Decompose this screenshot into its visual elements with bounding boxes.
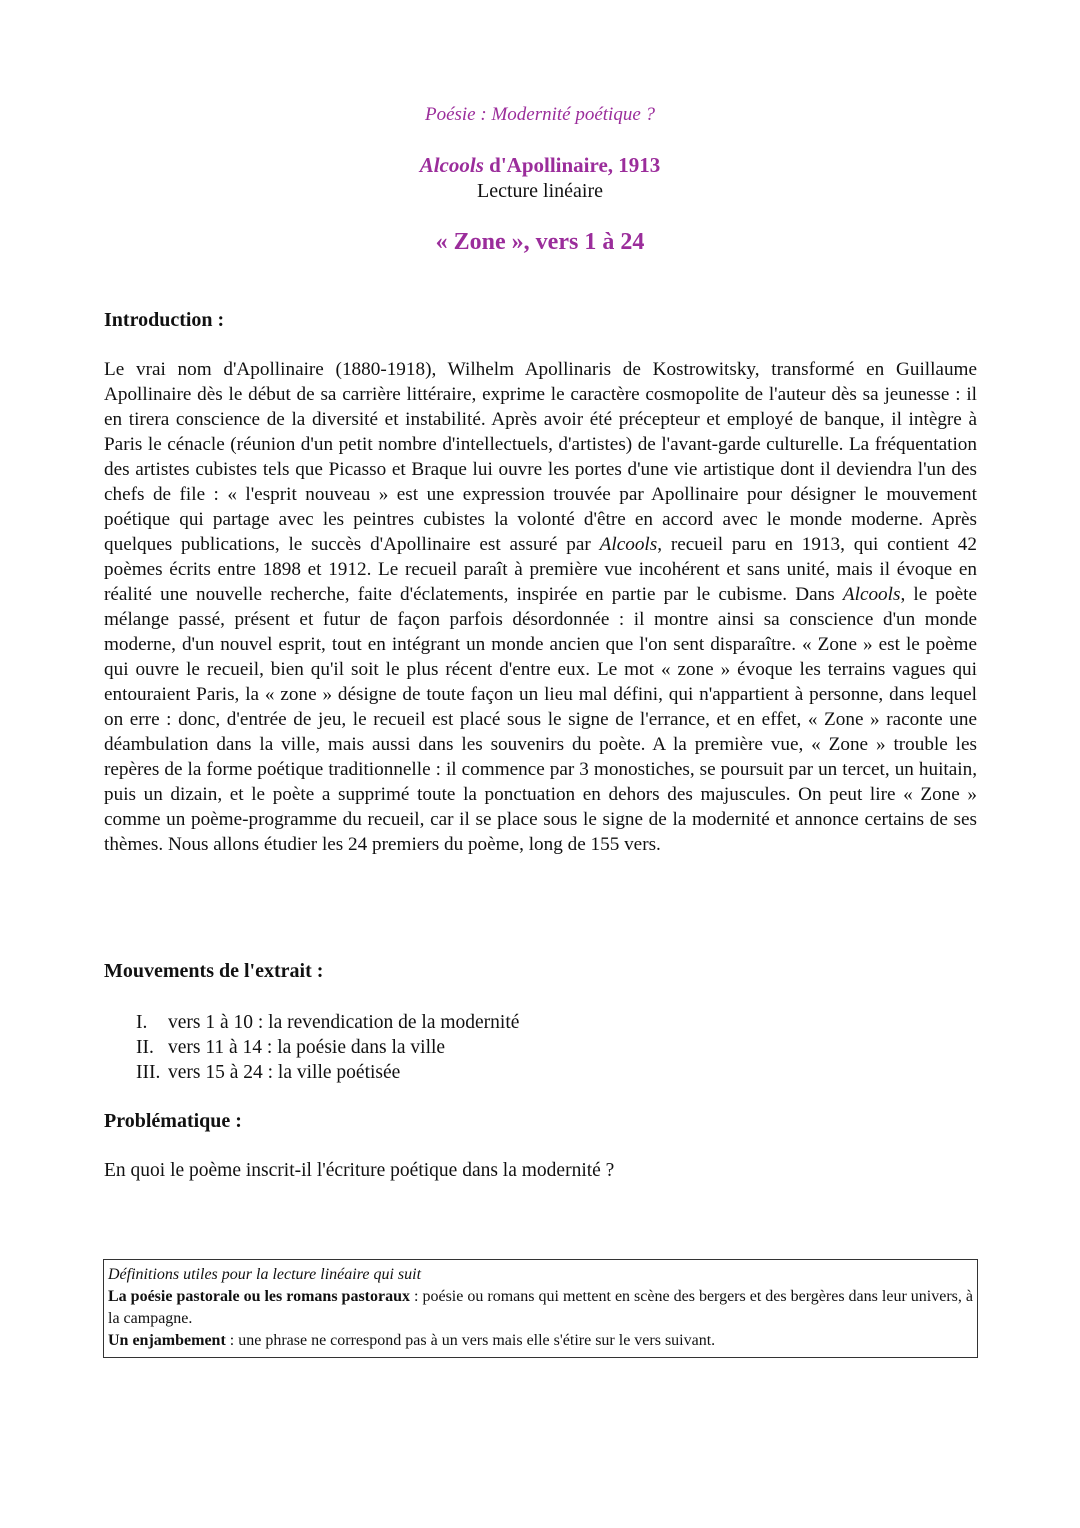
introduction-paragraph	[104, 357, 977, 857]
intro-text-3: , le poète mélange passé, présent et futur de façon parfois désordonnée : il montre ainsi sa conscience d'un monde moderne, d'un nouvel esprit, tout en intégrant un monde ancien que l'on sent disparaître. « Zone » est le poème qui ouvre le recueil, bien qu'il soit le plus récent d'entre eux. Le mot « zone » évoque les terrains vagues qui entouraient Paris, la « zone » désigne de toute façon un lieu mal défini, qui n'appartient à personne, dans lequel on erre : donc, d'entrée de jeu, le recueil est placé sous le signe de l'errance, et en effet, « Zone » raconte une déambulation dans la ville, mais aussi dans les souvenirs du poète. A la première vue, « Zone » trouble les repères de la forme poétique traditionnelle : il commence par 3 monostiches, se poursuit par un tercet, un huitain, puis un dizain, et le poète a supprimé toute la ponctuation en dehors des majuscules. On peut lire « Zone » comme un poème-programme du recueil, car il se place sous le signe de la modernité et annonce certains de ses thèmes. Nous allons étudier les 24 premiers du poème, long de 155 vers.	[104, 584, 978, 855]
work-title: Alcools	[419, 153, 484, 177]
subject-line: Poésie : Modernité poétique ?	[424, 104, 656, 125]
movements-heading: Mouvements de l'extrait :	[104, 960, 324, 982]
list-item-number: II.	[136, 1037, 154, 1058]
poem-title: « Zone », vers 1 à 24	[435, 229, 645, 255]
list-item-text: vers 1 à 10 : la revendication de la modernité	[168, 1012, 520, 1033]
intro-text-2: , recueil paru en 1913, qui contient 42 poèmes écrits entre 1898 et 1912. Le recueil paraît à première vue incohérent et sans unité, mais il évoque en réalité une nouvelle recherche, faite d'éclatements, inspirée en partie par le cubisme. Dans	[104, 534, 977, 605]
introduction-heading: Introduction :	[104, 309, 225, 331]
definition-text: : poésie ou romans qui mettent en scène des bergers et des bergères dans leur univers, à la campagne.	[108, 1288, 974, 1327]
list-item-number: I.	[136, 1012, 148, 1033]
work-author-year: d'Apollinaire, 1913	[483, 153, 661, 177]
definition-pastoral	[108, 1286, 973, 1330]
definition-term: Un enjambement	[108, 1332, 226, 1349]
list-item	[136, 1010, 519, 1035]
definitions-title: Définitions utiles pour la lecture linéaire qui suit	[108, 1266, 422, 1283]
problematic-heading: Problématique :	[104, 1110, 242, 1132]
movements-list	[136, 1010, 519, 1085]
intro-italic-2: Alcools	[842, 584, 901, 605]
reading-type: Lecture linéaire	[476, 180, 604, 202]
problematic-question: En quoi le poème inscrit-il l'écriture poétique dans la modernité ?	[104, 1160, 615, 1181]
definition-enjambement	[108, 1330, 973, 1352]
list-item-number: III.	[136, 1062, 161, 1083]
definition-text: : une phrase ne correspond pas à un vers mais elle s'étire sur le vers suivant.	[225, 1332, 716, 1349]
definitions-box	[103, 1259, 978, 1358]
list-item-text: vers 11 à 14 : la poésie dans la ville	[168, 1037, 446, 1058]
intro-text-1: Le vrai nom d'Apollinaire (1880-1918), Wilhelm Apollinaris de Kostrowitsky, transformé en Guillaume Apollinaire dès le début de sa carrière littéraire, exprime le caractère cosmopolite de l'auteur dès sa jeunesse : il en tirera conscience de la diversité et instabilité. Après avoir été précepteur et employé de banque, il intègre à Paris le cénacle (réunion d'un petit nombre d'intellectuels, d'artistes) de l'avant-garde culturelle. La fréquentation des artistes cubistes tels que Picasso et Braque lui ouvre les portes d'une vie artistique dont il deviendra l'un des chefs de file : « l'esprit nouveau » est une expression trouvée par Apollinaire pour désigner le mouvement poétique qui partage avec les peintres cubistes la volonté d'être en accord avec le monde moderne. Après quelques publications, le succès d'Apollinaire est assuré par	[104, 359, 977, 555]
definition-term: La poésie pastorale ou les romans pastoraux	[108, 1288, 411, 1305]
work-title-line	[0, 153, 1080, 178]
list-item-text: vers 15 à 24 : la ville poétisée	[168, 1062, 401, 1083]
list-item	[136, 1035, 519, 1060]
intro-italic-1: Alcools	[599, 534, 658, 555]
list-item	[136, 1060, 519, 1085]
